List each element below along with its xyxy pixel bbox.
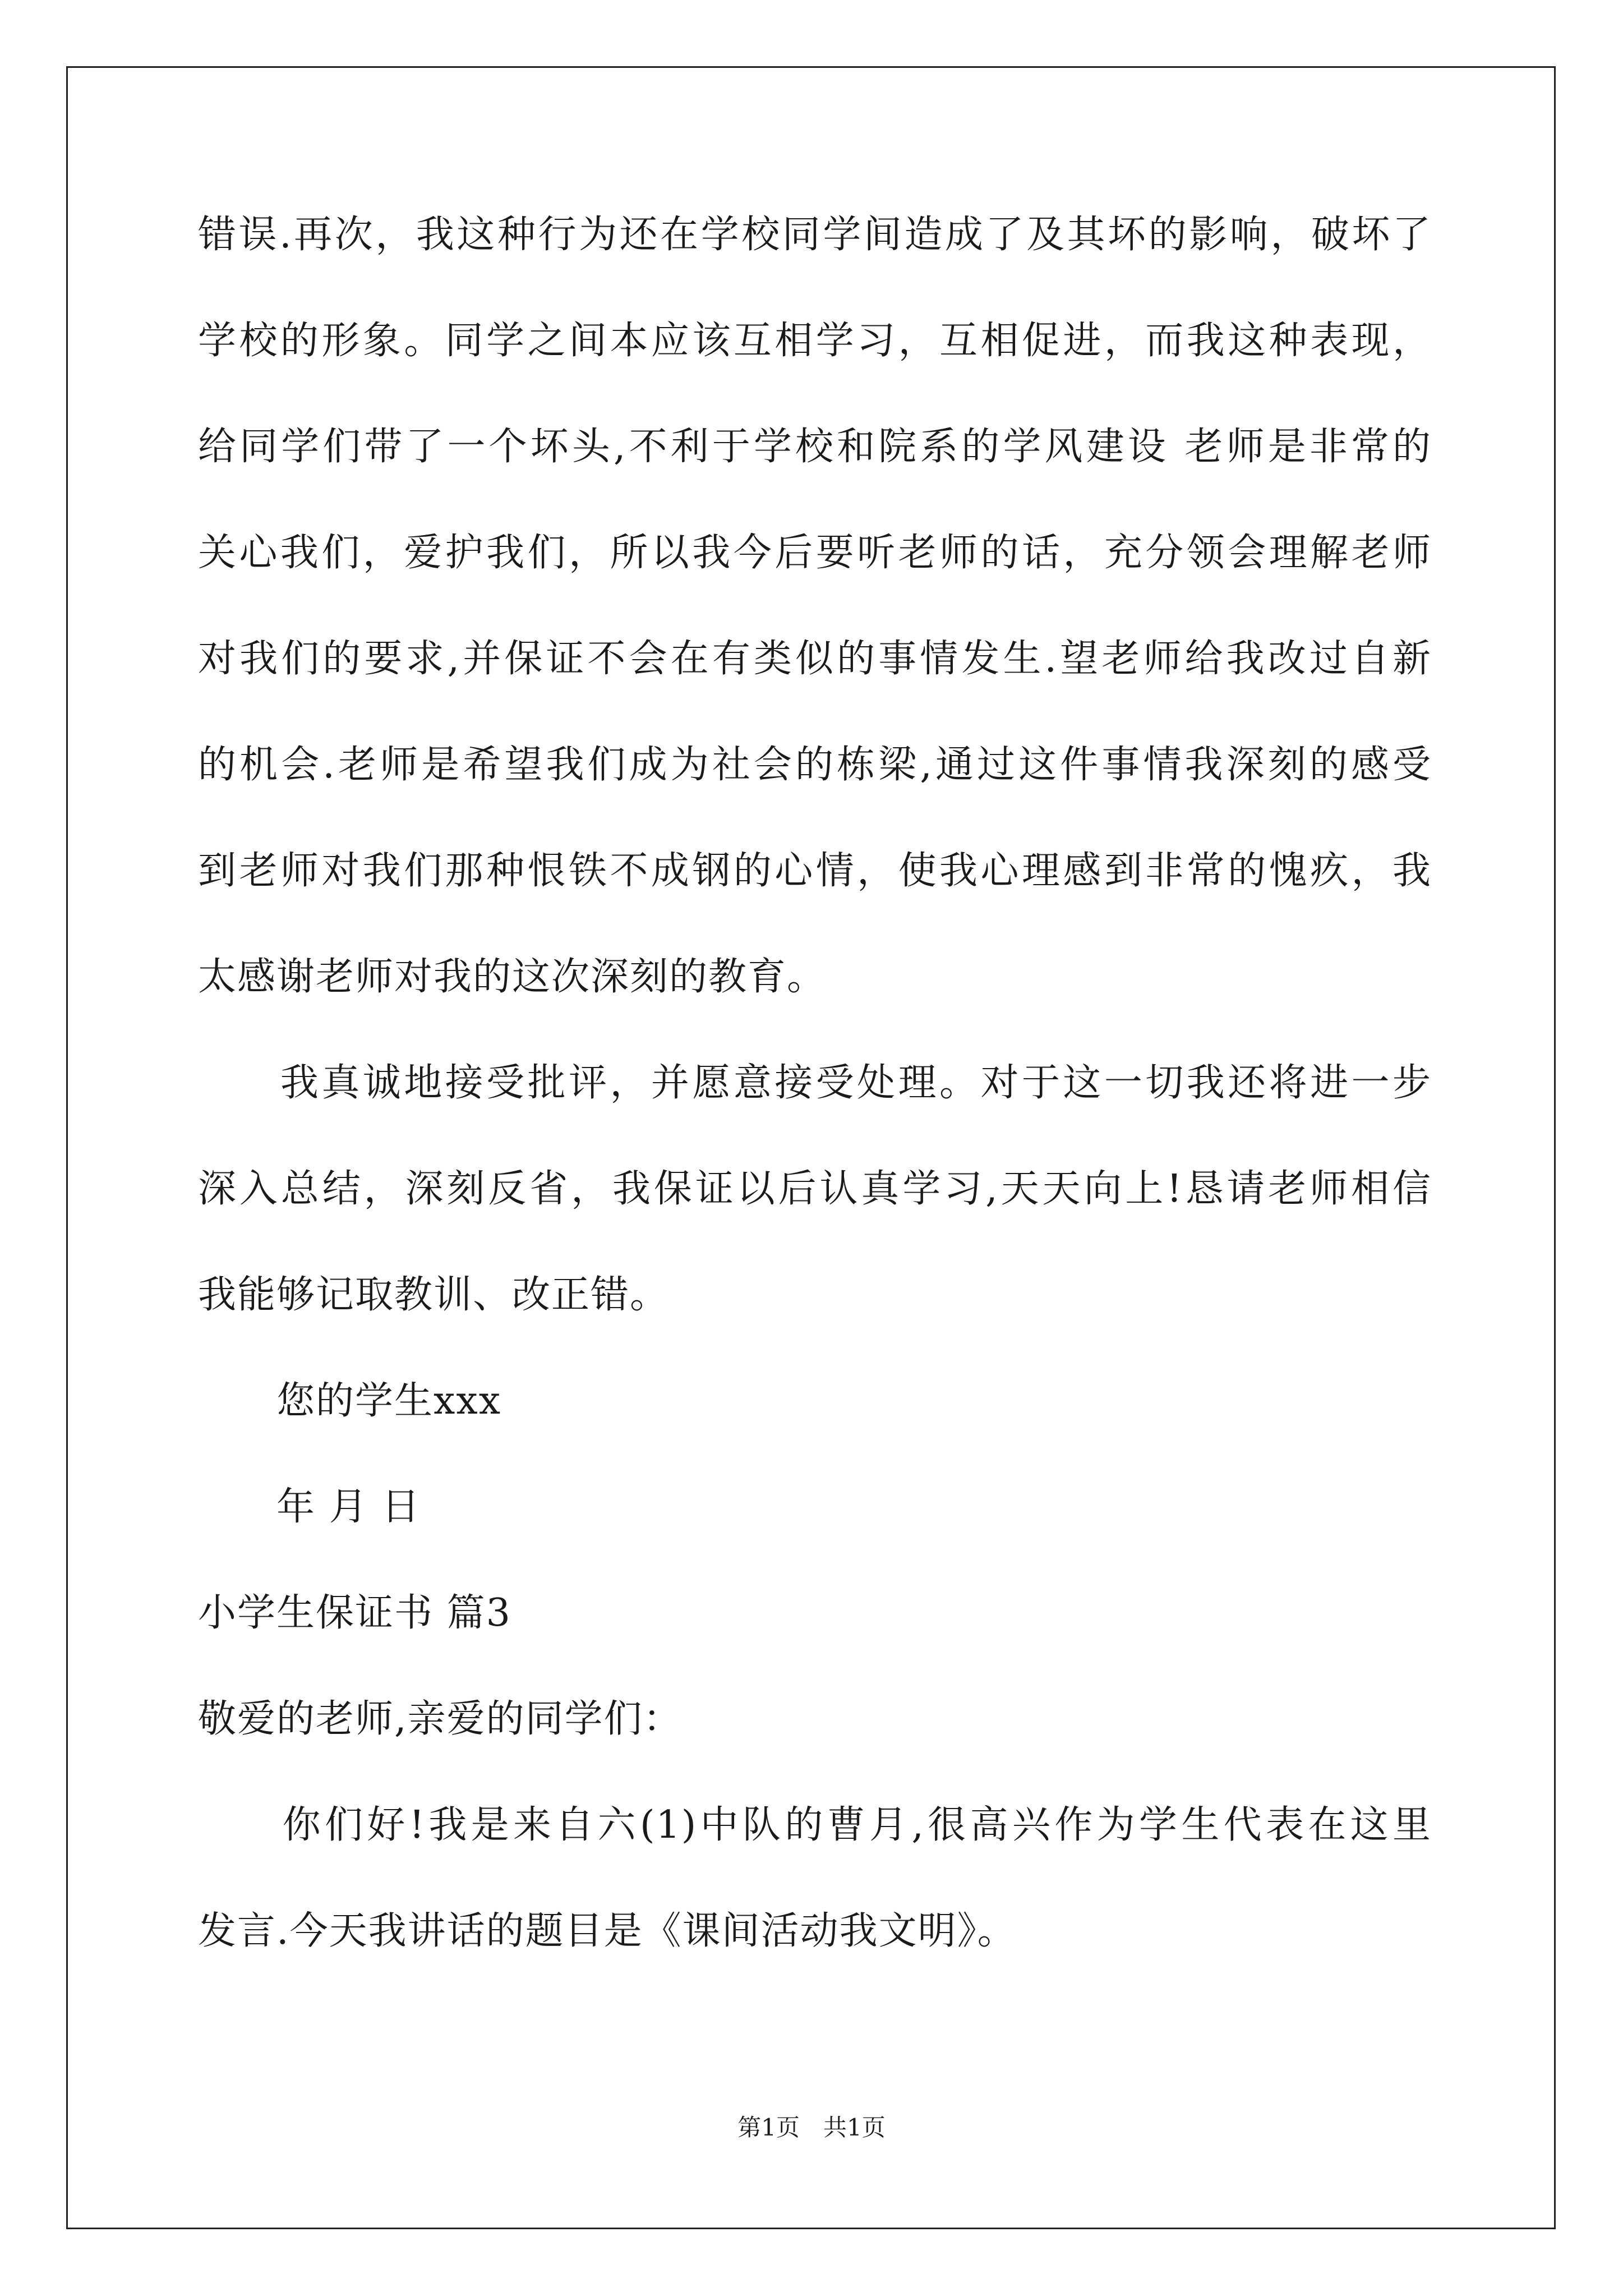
body-line-4: 关心我们，爱护我们，所以我今后要听老师的话，充分领会理解老师 xyxy=(198,531,1432,575)
body-line-7: 到老师对我们那种恨铁不成钢的心情，使我心理感到非常的愧疚，我 xyxy=(198,849,1432,893)
body-line-2: 学校的形象。同学之间本应该互相学习，互相促进，而我这种表现， xyxy=(198,319,1432,363)
body-line-6: 的机会.老师是希望我们成为社会的栋梁,通过这件事情我深刻的感受 xyxy=(198,743,1432,787)
page-footer: 第1页 共1页 xyxy=(737,2114,886,2141)
body-line-3: 给同学们带了一个坏头,不利于学校和院系的学风建设 老师是非常的 xyxy=(198,425,1432,469)
body-line-8: 太感谢老师对我的这次深刻的教育。 xyxy=(198,955,827,999)
page-border xyxy=(66,66,1556,2229)
date-line: 年 月 日 xyxy=(198,1485,421,1529)
body-line-5: 对我们的要求,并保证不会在有类似的事情发生.望老师给我改过自新 xyxy=(198,637,1432,681)
body-line-1: 错误.再次，我这种行为还在学校同学间造成了及其坏的影响，破坏了 xyxy=(198,213,1432,257)
body-line-17: 发言.今天我讲话的题目是《课间活动我文明》。 xyxy=(198,1909,1017,1953)
signature-line: 您的学生xxx xyxy=(198,1379,502,1423)
salutation-line: 敬爱的老师,亲爱的同学们： xyxy=(198,1697,683,1741)
body-line-16: 你们好!我是来自六(1)中队的曹月,很高兴作为学生代表在这里 xyxy=(198,1803,1432,1847)
body-line-10: 深入总结，深刻反省，我保证以后认真学习,天天向上!恳请老师相信 xyxy=(198,1167,1432,1211)
body-line-9: 我真诚地接受批评，并愿意接受处理。对于这一切我还将进一步 xyxy=(198,1061,1432,1105)
body-line-11: 我能够记取教训、改正错。 xyxy=(198,1273,670,1317)
section-heading: 小学生保证书 篇3 xyxy=(198,1591,511,1635)
